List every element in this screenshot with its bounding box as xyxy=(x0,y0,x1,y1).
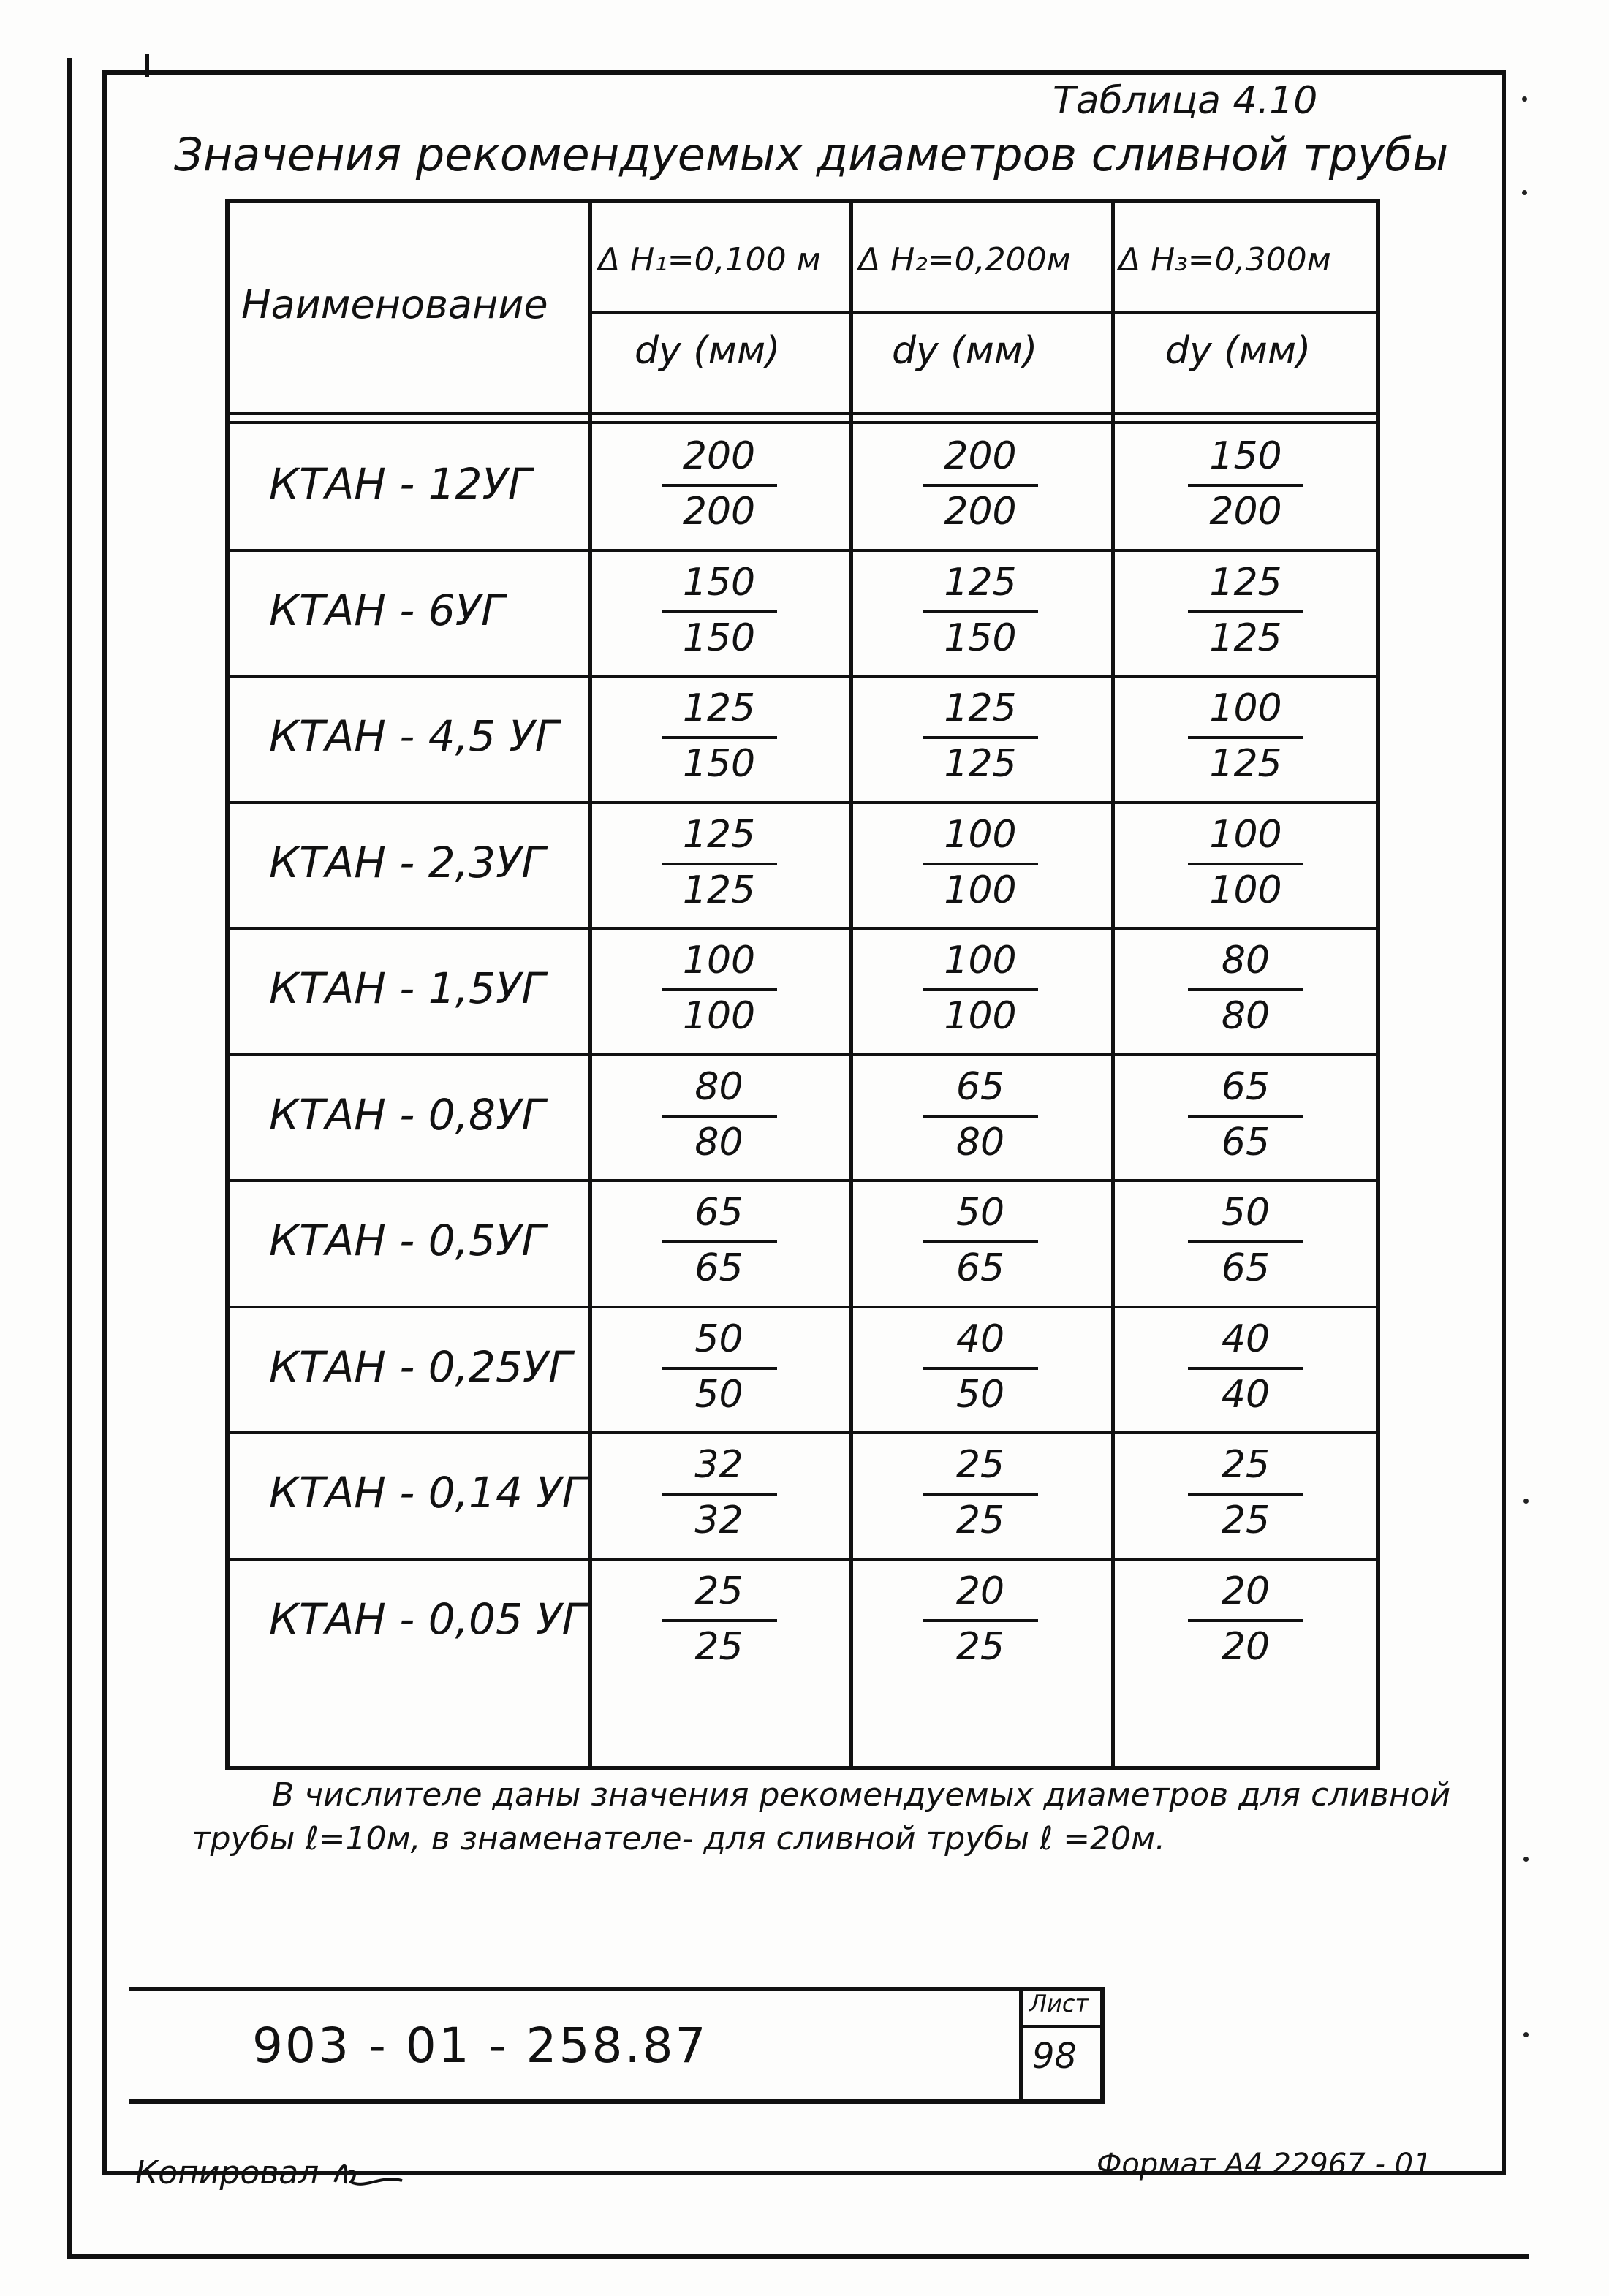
copier-signature xyxy=(329,2153,409,2197)
numerator-value: 50 xyxy=(694,1316,743,1361)
fraction-bar xyxy=(1188,1493,1303,1496)
header-dy2: dу (мм) xyxy=(892,329,1038,373)
denominator-value: 125 xyxy=(1209,615,1282,660)
column-divider xyxy=(588,199,592,1770)
diameter-fraction xyxy=(1184,810,1308,920)
diameter-fraction xyxy=(918,431,1042,541)
diameter-fraction xyxy=(1184,431,1308,541)
diameter-fraction xyxy=(657,1440,781,1550)
diameter-fraction xyxy=(918,1062,1042,1172)
row-divider xyxy=(225,549,1380,552)
sheet-label: Лист xyxy=(1029,1990,1089,2017)
denominator-value: 25 xyxy=(955,1499,1005,1542)
fraction-bar xyxy=(1188,988,1303,991)
fraction-bar xyxy=(923,1367,1038,1370)
header-dh3: Δ H₃=0,300м xyxy=(1118,241,1331,279)
fraction-bar xyxy=(662,1240,777,1243)
denominator-value: 32 xyxy=(694,1499,743,1542)
denominator-value: 65 xyxy=(1221,1246,1271,1290)
numerator-value: 150 xyxy=(682,560,756,605)
diameter-fraction xyxy=(918,558,1042,667)
document-code: 903 - 01 - 258.87 xyxy=(252,2017,708,2074)
title-block-divider xyxy=(1019,1987,1023,2104)
row-name: КТАН - 1,5УГ xyxy=(269,963,545,1013)
fraction-bar xyxy=(662,1115,777,1118)
row-name: КТАН - 12УГ xyxy=(269,459,532,509)
denominator-value: 125 xyxy=(682,868,756,912)
fraction-bar xyxy=(923,736,1038,739)
edge-mark xyxy=(1522,96,1527,102)
fraction-bar xyxy=(662,610,777,613)
fraction-bar xyxy=(662,1367,777,1370)
denominator-value: 80 xyxy=(1221,994,1271,1038)
numerator-value: 65 xyxy=(1221,1064,1271,1109)
numerator-value: 100 xyxy=(1209,812,1282,857)
numerator-value: 100 xyxy=(944,939,1017,982)
table-title: Значения рекомендуемых диаметров сливной трубы xyxy=(174,128,1449,181)
numerator-value: 125 xyxy=(944,560,1017,605)
fraction-bar xyxy=(923,1115,1038,1118)
diameter-fraction xyxy=(657,1062,781,1172)
row-name: КТАН - 6УГ xyxy=(269,585,505,635)
diameter-fraction xyxy=(657,1188,781,1297)
diameter-fraction xyxy=(918,810,1042,920)
numerator-value: 20 xyxy=(1221,1569,1271,1613)
diameter-fraction xyxy=(1184,558,1308,667)
denominator-value: 80 xyxy=(955,1120,1005,1164)
fraction-bar xyxy=(662,484,777,487)
denominator-value: 150 xyxy=(944,615,1017,660)
diameter-fraction xyxy=(1184,1188,1308,1297)
fraction-bar xyxy=(923,484,1038,487)
denominator-value: 100 xyxy=(1209,868,1282,912)
numerator-value: 32 xyxy=(694,1443,743,1487)
diameter-fraction xyxy=(918,1566,1042,1676)
fraction-bar xyxy=(923,1240,1038,1243)
numerator-value: 50 xyxy=(1221,1191,1271,1235)
diameter-fraction xyxy=(918,1440,1042,1550)
row-divider xyxy=(225,1431,1380,1434)
numerator-value: 200 xyxy=(682,434,756,478)
fraction-bar xyxy=(1188,1240,1303,1243)
numerator-value: 150 xyxy=(1209,434,1282,478)
fraction-bar xyxy=(662,863,777,865)
diameter-fraction xyxy=(1184,936,1308,1045)
row-divider xyxy=(225,1179,1380,1182)
header-dy1: dу (мм) xyxy=(635,329,781,373)
numerator-value: 125 xyxy=(944,686,1017,730)
numerator-value: 25 xyxy=(955,1443,1005,1487)
denominator-value: 150 xyxy=(682,615,756,660)
diameter-fraction xyxy=(1184,1566,1308,1676)
edge-mark xyxy=(1522,190,1527,195)
fraction-bar xyxy=(923,1493,1038,1496)
note-line-1: В числителе даны значения рекомендуемых диаметров для сливной xyxy=(272,1776,1451,1814)
denominator-value: 100 xyxy=(944,868,1017,912)
numerator-value: 25 xyxy=(694,1569,743,1613)
row-name: КТАН - 0,5УГ xyxy=(269,1216,545,1265)
denominator-value: 100 xyxy=(944,994,1017,1038)
header-dy3: dу (мм) xyxy=(1165,329,1311,373)
fraction-bar xyxy=(923,1619,1038,1622)
row-divider xyxy=(225,1306,1380,1308)
fraction-bar xyxy=(1188,1115,1303,1118)
denominator-value: 50 xyxy=(955,1372,1005,1417)
diameter-fraction xyxy=(1184,1440,1308,1550)
title-block-sheet-line xyxy=(1023,2025,1105,2028)
numerator-value: 100 xyxy=(944,812,1017,857)
header-dh2: Δ H₂=0,200м xyxy=(858,241,1071,279)
fraction-bar xyxy=(923,863,1038,865)
numerator-value: 200 xyxy=(944,434,1017,478)
denominator-value: 65 xyxy=(1221,1120,1271,1164)
denominator-value: 200 xyxy=(1209,490,1282,534)
numerator-value: 125 xyxy=(682,686,756,730)
numerator-value: 100 xyxy=(682,939,756,982)
numerator-value: 125 xyxy=(682,812,756,857)
edge-mark xyxy=(1523,1499,1529,1504)
copied-by xyxy=(135,2153,409,2197)
header-rule-2 xyxy=(225,421,1380,424)
row-name: КТАН - 4,5 УГ xyxy=(269,711,559,761)
edge-mark xyxy=(1523,2032,1529,2037)
header-split-line xyxy=(588,311,1380,314)
fraction-bar xyxy=(1188,1367,1303,1370)
fraction-bar xyxy=(662,1619,777,1622)
row-divider xyxy=(225,927,1380,930)
diameter-fraction xyxy=(918,683,1042,793)
numerator-value: 80 xyxy=(1221,939,1271,982)
note-line-2: трубы ℓ=10м, в знаменателе- для сливной трубы ℓ =20м. xyxy=(192,1820,1166,1857)
diameter-fraction xyxy=(657,936,781,1045)
row-divider xyxy=(225,1053,1380,1056)
header-dh1: Δ H₁=0,100 м xyxy=(598,241,821,279)
fraction-bar xyxy=(1188,484,1303,487)
diameter-fraction xyxy=(1184,1314,1308,1424)
row-name: КТАН - 0,05 УГ xyxy=(269,1594,586,1644)
denominator-value: 25 xyxy=(694,1624,743,1669)
diameter-fraction xyxy=(657,1566,781,1676)
header-name: Наименование xyxy=(241,281,548,327)
numerator-value: 125 xyxy=(1209,560,1282,605)
diameter-fraction xyxy=(657,810,781,920)
fraction-bar xyxy=(1188,863,1303,865)
row-name: КТАН - 0,25УГ xyxy=(269,1341,572,1392)
numerator-value: 25 xyxy=(1221,1443,1271,1487)
denominator-value: 100 xyxy=(682,994,756,1038)
copied-label: Копировал xyxy=(135,2154,319,2191)
denominator-value: 50 xyxy=(694,1372,743,1417)
denominator-value: 25 xyxy=(1221,1499,1271,1542)
fraction-bar xyxy=(923,988,1038,991)
row-divider xyxy=(225,675,1380,678)
row-divider xyxy=(225,1558,1380,1561)
diameter-fraction xyxy=(1184,683,1308,793)
row-name: КТАН - 0,14 УГ xyxy=(269,1468,586,1518)
denominator-value: 25 xyxy=(955,1624,1005,1669)
table-label: Таблица 4.10 xyxy=(1053,79,1318,123)
diameter-fraction xyxy=(1184,1062,1308,1172)
diameter-fraction xyxy=(657,431,781,541)
format-label: Формат А4 22967 - 01 xyxy=(1097,2148,1432,2181)
numerator-value: 50 xyxy=(955,1191,1005,1235)
fraction-bar xyxy=(1188,1619,1303,1622)
denominator-value: 150 xyxy=(682,742,756,786)
row-name: КТАН - 2,3УГ xyxy=(269,837,545,887)
sheet-number: 98 xyxy=(1032,2036,1078,2077)
denominator-value: 125 xyxy=(1209,742,1282,786)
numerator-value: 40 xyxy=(955,1316,1005,1361)
fraction-bar xyxy=(923,610,1038,613)
column-divider xyxy=(1111,199,1115,1770)
numerator-value: 40 xyxy=(1221,1316,1271,1361)
denominator-value: 65 xyxy=(694,1246,743,1290)
header-rule-1 xyxy=(225,412,1380,415)
fraction-bar xyxy=(1188,610,1303,613)
row-name: КТАН - 0,8УГ xyxy=(269,1089,545,1140)
diameter-fraction xyxy=(657,558,781,667)
denominator-value: 80 xyxy=(694,1120,743,1164)
diameter-fraction xyxy=(918,1188,1042,1297)
numerator-value: 65 xyxy=(955,1064,1005,1109)
numerator-value: 20 xyxy=(955,1569,1005,1613)
edge-mark xyxy=(1523,1857,1529,1862)
denominator-value: 200 xyxy=(944,490,1017,534)
diameter-fraction xyxy=(918,1314,1042,1424)
diameter-fraction xyxy=(657,1314,781,1424)
column-divider xyxy=(849,199,853,1770)
numerator-value: 80 xyxy=(694,1064,743,1109)
denominator-value: 20 xyxy=(1221,1624,1271,1669)
denominator-value: 40 xyxy=(1221,1372,1271,1417)
denominator-value: 65 xyxy=(955,1246,1005,1290)
fraction-bar xyxy=(662,988,777,991)
numerator-value: 65 xyxy=(694,1191,743,1235)
fraction-bar xyxy=(1188,736,1303,739)
fraction-bar xyxy=(662,736,777,739)
row-divider xyxy=(225,801,1380,804)
diameter-fraction xyxy=(657,683,781,793)
denominator-value: 200 xyxy=(682,490,756,534)
diameter-fraction xyxy=(918,936,1042,1045)
denominator-value: 125 xyxy=(944,742,1017,786)
fraction-bar xyxy=(662,1493,777,1496)
numerator-value: 100 xyxy=(1209,686,1282,730)
